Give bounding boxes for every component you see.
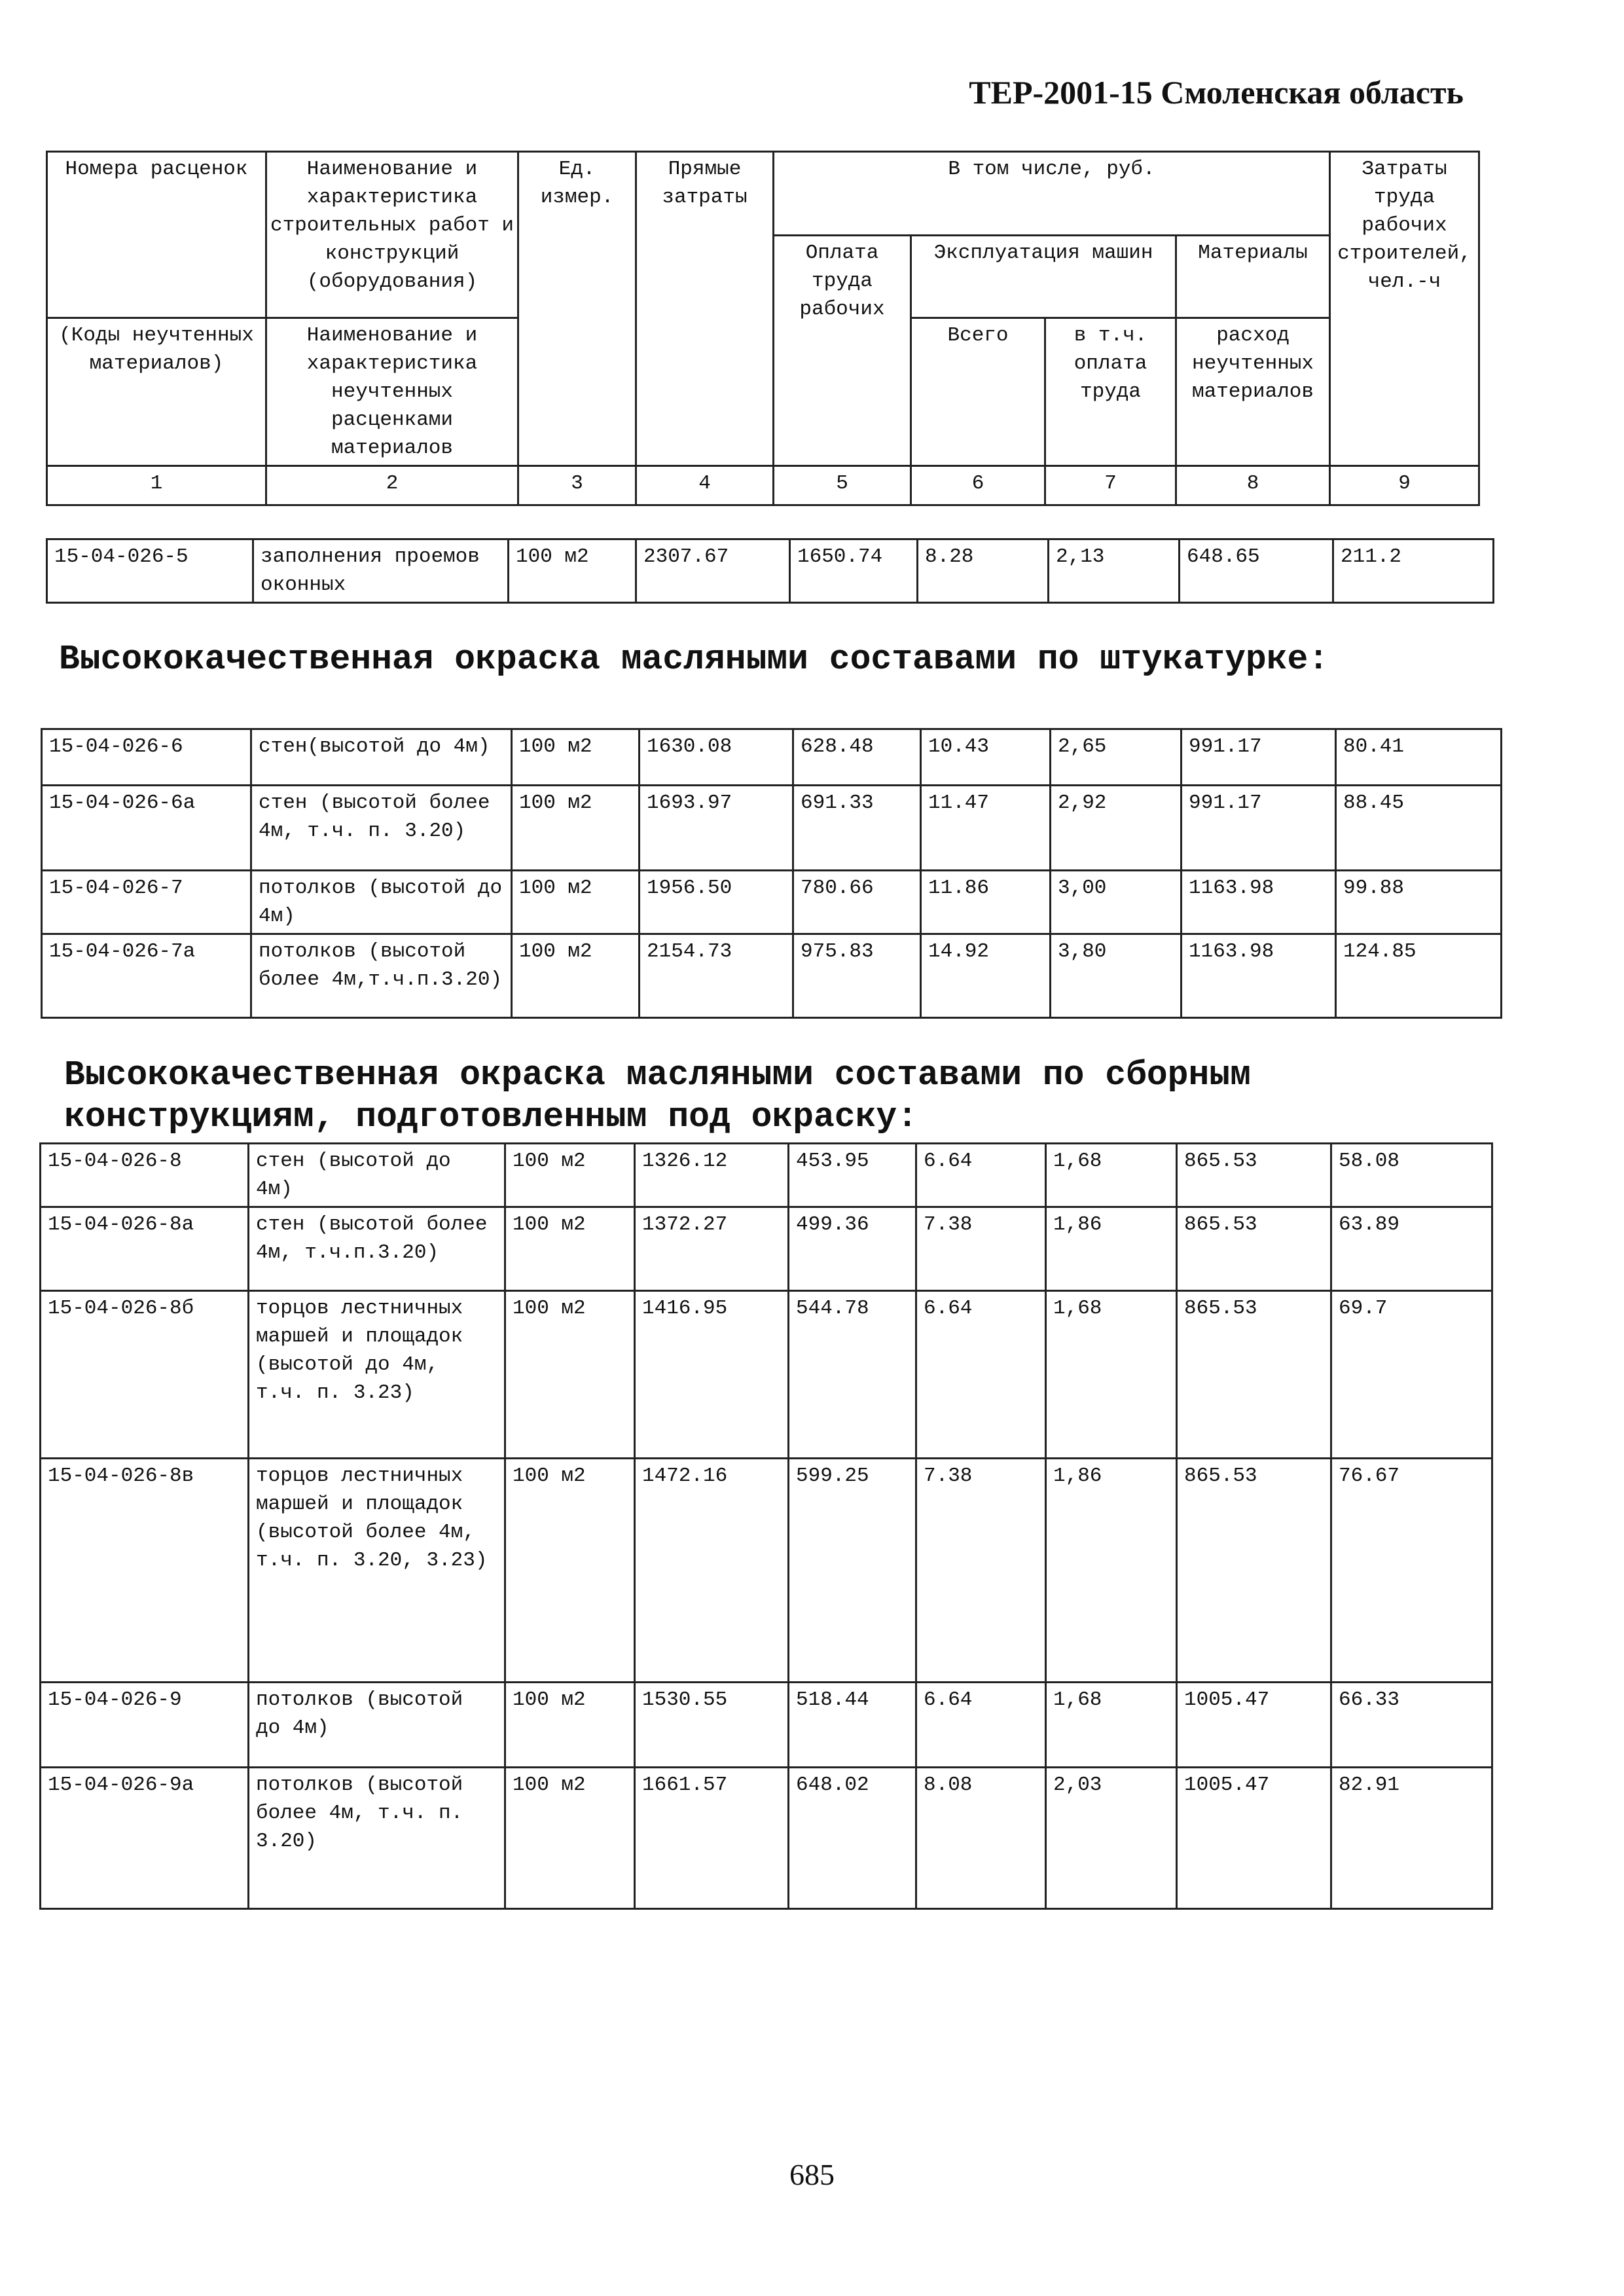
- work-name: потолков (высотой до 4м): [249, 1683, 505, 1768]
- document-title: ТЕР-2001-15 Смоленская область: [969, 74, 1464, 111]
- wage: 1650.74: [790, 539, 918, 603]
- direct-costs: 1416.95: [635, 1291, 789, 1459]
- materials: 1005.47: [1177, 1768, 1331, 1909]
- table-row: [47, 539, 1494, 603]
- section-title: Высококачественная окраска масляными составами по сборным конструкциям, подготовленным под окраску:: [64, 1055, 1251, 1137]
- machines-wage: 2,03: [1046, 1768, 1177, 1909]
- header-wage-label: Оплата труда рабочих: [774, 236, 911, 466]
- wage: 518.44: [789, 1683, 916, 1768]
- rate-code: 15-04-026-9: [41, 1683, 249, 1768]
- machines-total: 8.28: [918, 539, 1049, 603]
- wage: 599.25: [789, 1459, 916, 1683]
- section-title: Высококачественная окраска масляными составами по штукатурке:: [59, 640, 1329, 679]
- unit: 100 м2: [512, 934, 640, 1018]
- wage: 628.48: [793, 729, 921, 786]
- machines-wage: 2,13: [1049, 539, 1180, 603]
- table-row: [41, 1459, 1492, 1683]
- rate-code: 15-04-026-5: [47, 539, 253, 603]
- unit: 100 м2: [512, 786, 640, 871]
- machines-wage: 1,86: [1046, 1459, 1177, 1683]
- header-code-label: Номера расценок: [47, 152, 266, 318]
- work-name: потолков (высотой более 4м, т.ч. п. 3.20): [249, 1768, 505, 1909]
- rate-code: 15-04-026-8а: [41, 1207, 249, 1291]
- rates-table: [46, 538, 1494, 604]
- machines-wage: 1,68: [1046, 1683, 1177, 1768]
- header-labor-label: Затраты труда рабочих строителей, чел.-ч: [1330, 152, 1479, 466]
- table-row: [41, 1768, 1492, 1909]
- work-name: заполнения проемов оконных: [253, 539, 509, 603]
- direct-costs: 2154.73: [640, 934, 793, 1018]
- materials: 1163.98: [1182, 871, 1336, 934]
- unit: 100 м2: [505, 1207, 635, 1291]
- machines-total: 6.64: [916, 1683, 1046, 1768]
- col-number: 1: [47, 466, 266, 505]
- page-number: 685: [789, 2158, 835, 2191]
- machines-wage: 2,92: [1051, 786, 1182, 871]
- machines-wage: 1,86: [1046, 1207, 1177, 1291]
- col-number: 3: [518, 466, 636, 505]
- table-row: [42, 729, 1502, 786]
- labor-costs: 76.67: [1331, 1459, 1492, 1683]
- unit: 100 м2: [505, 1768, 635, 1909]
- machines-total: 7.38: [916, 1207, 1046, 1291]
- labor-costs: 88.45: [1336, 786, 1502, 871]
- wage: 780.66: [793, 871, 921, 934]
- direct-costs: 1326.12: [635, 1144, 789, 1207]
- wage: 544.78: [789, 1291, 916, 1459]
- labor-costs: 58.08: [1331, 1144, 1492, 1207]
- materials: 1163.98: [1182, 934, 1336, 1018]
- direct-costs: 1472.16: [635, 1459, 789, 1683]
- table-row: [41, 1291, 1492, 1459]
- rate-code: 15-04-026-9а: [41, 1768, 249, 1909]
- materials: 648.65: [1180, 539, 1333, 603]
- machines-wage: 3,00: [1051, 871, 1182, 934]
- rate-code: 15-04-026-7: [42, 871, 251, 934]
- table-row: [41, 1144, 1492, 1207]
- machines-wage: 1,68: [1046, 1144, 1177, 1207]
- direct-costs: 1661.57: [635, 1768, 789, 1909]
- header-mat-consumption-label: расход неучтенных материалов: [1176, 318, 1330, 466]
- col-number: 6: [911, 466, 1045, 505]
- unit: 100 м2: [505, 1683, 635, 1768]
- direct-costs: 2307.67: [636, 539, 790, 603]
- table-row: [42, 871, 1502, 934]
- col-number: 8: [1176, 466, 1330, 505]
- machines-wage: 3,80: [1051, 934, 1182, 1018]
- rates-table: [39, 1142, 1493, 1910]
- labor-costs: 69.7: [1331, 1291, 1492, 1459]
- unit: 100 м2: [512, 729, 640, 786]
- machines-total: 8.08: [916, 1768, 1046, 1909]
- direct-costs: 1956.50: [640, 871, 793, 934]
- work-name: торцов лестничных маршей и площадок (высотой более 4м, т.ч. п. 3.20, 3.23): [249, 1459, 505, 1683]
- table-row: [42, 934, 1502, 1018]
- wage: 975.83: [793, 934, 921, 1018]
- work-name: потолков (высотой более 4м,т.ч.п.3.20): [251, 934, 512, 1018]
- work-name: стен (высотой более 4м, т.ч. п. 3.20): [251, 786, 512, 871]
- wage: 648.02: [789, 1768, 916, 1909]
- header-mat-codes-label: (Коды неучтенных материалов): [47, 318, 266, 466]
- labor-costs: 211.2: [1333, 539, 1494, 603]
- rate-code: 15-04-026-8: [41, 1144, 249, 1207]
- work-name: потолков (высотой до 4м): [251, 871, 512, 934]
- materials: 865.53: [1177, 1291, 1331, 1459]
- labor-costs: 80.41: [1336, 729, 1502, 786]
- table-row: [41, 1683, 1492, 1768]
- header-total-label: Всего: [911, 318, 1045, 466]
- materials: 1005.47: [1177, 1683, 1331, 1768]
- col-number: 2: [266, 466, 518, 505]
- machines-total: 7.38: [916, 1459, 1046, 1683]
- header-direct-label: Прямые затраты: [636, 152, 774, 466]
- labor-costs: 82.91: [1331, 1768, 1492, 1909]
- header-mat-names-label: Наименование и характеристика неучтенных расценками материалов: [266, 318, 518, 466]
- header-materials-label: Материалы: [1176, 236, 1330, 318]
- unit: 100 м2: [509, 539, 636, 603]
- unit: 100 м2: [512, 871, 640, 934]
- machines-total: 6.64: [916, 1291, 1046, 1459]
- direct-costs: 1630.08: [640, 729, 793, 786]
- work-name: торцов лестничных маршей и площадок (высотой до 4м, т.ч. п. 3.23): [249, 1291, 505, 1459]
- header-table: [46, 151, 1480, 506]
- materials: 865.53: [1177, 1459, 1331, 1683]
- wage: 499.36: [789, 1207, 916, 1291]
- rate-code: 15-04-026-7а: [42, 934, 251, 1018]
- header-unit-label: Ед. измер.: [518, 152, 636, 466]
- header-name-label: Наименование и характеристика строительных работ и конструкций (оборудования): [266, 152, 518, 318]
- col-number: 9: [1330, 466, 1479, 505]
- unit: 100 м2: [505, 1291, 635, 1459]
- wage: 453.95: [789, 1144, 916, 1207]
- col-number: 7: [1045, 466, 1176, 505]
- materials: 865.53: [1177, 1207, 1331, 1291]
- col-number: 5: [774, 466, 911, 505]
- materials: 991.17: [1182, 729, 1336, 786]
- rate-code: 15-04-026-8в: [41, 1459, 249, 1683]
- materials: 991.17: [1182, 786, 1336, 871]
- col-number: 4: [636, 466, 774, 505]
- unit: 100 м2: [505, 1144, 635, 1207]
- rate-code: 15-04-026-6а: [42, 786, 251, 871]
- unit: 100 м2: [505, 1459, 635, 1683]
- header-machines-label: Эксплуатация машин: [911, 236, 1176, 318]
- machines-wage: 2,65: [1051, 729, 1182, 786]
- labor-costs: 124.85: [1336, 934, 1502, 1018]
- labor-costs: 63.89: [1331, 1207, 1492, 1291]
- machines-total: 6.64: [916, 1144, 1046, 1207]
- rate-code: 15-04-026-8б: [41, 1291, 249, 1459]
- direct-costs: 1693.97: [640, 786, 793, 871]
- table-row: [41, 1207, 1492, 1291]
- rate-code: 15-04-026-6: [42, 729, 251, 786]
- work-name: стен (высотой до 4м): [249, 1144, 505, 1207]
- direct-costs: 1372.27: [635, 1207, 789, 1291]
- machines-total: 11.47: [921, 786, 1051, 871]
- direct-costs: 1530.55: [635, 1683, 789, 1768]
- wage: 691.33: [793, 786, 921, 871]
- materials: 865.53: [1177, 1144, 1331, 1207]
- work-name: стен(высотой до 4м): [251, 729, 512, 786]
- table-row: [42, 786, 1502, 871]
- work-name: стен (высотой более 4м, т.ч.п.3.20): [249, 1207, 505, 1291]
- header-incl-label: В том числе, руб.: [774, 152, 1330, 236]
- machines-total: 10.43: [921, 729, 1051, 786]
- machines-total: 14.92: [921, 934, 1051, 1018]
- rates-table: [41, 728, 1502, 1019]
- machines-total: 11.86: [921, 871, 1051, 934]
- header-incl-wage-label: в т.ч. оплата труда: [1045, 318, 1176, 466]
- machines-wage: 1,68: [1046, 1291, 1177, 1459]
- labor-costs: 99.88: [1336, 871, 1502, 934]
- labor-costs: 66.33: [1331, 1683, 1492, 1768]
